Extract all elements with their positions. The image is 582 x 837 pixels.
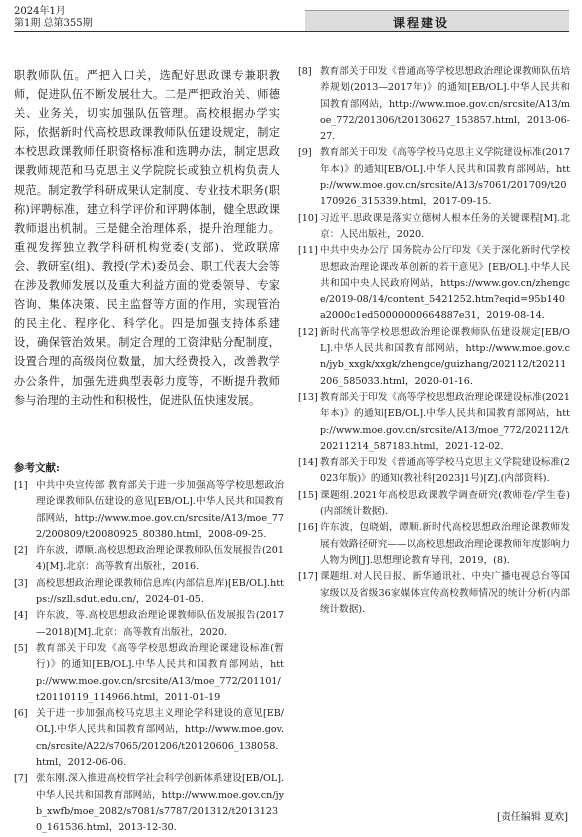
reference-item	[14, 771, 284, 836]
issue-info	[14, 6, 93, 30]
section-title: 课程建设	[393, 16, 450, 30]
section-tab	[305, 10, 569, 32]
reference-item	[14, 608, 284, 641]
reference-text: 张东刚.深入推进高校哲学社会科学创新体系建设[EB/OL].中华人民共和国教育部网站，http://www.moe.gov.cn/jyb_xwfb/moe_2082/s7081/s7787/201312/t20131230_161536.html，2013-12-30.	[36, 773, 284, 834]
reference-number: [4]	[14, 610, 28, 622]
reference-item	[298, 145, 570, 210]
reference-text: 教育部关于印发《普通高等学校马克思主义学院建设标准(2023年版)》的通知(教社科[2023]1号)[Z].(内部资料).	[320, 457, 570, 485]
references-left	[14, 478, 284, 837]
reference-number: [10]	[298, 212, 318, 224]
reference-item	[298, 243, 570, 324]
reference-item	[298, 64, 570, 145]
reference-item	[298, 211, 570, 244]
reference-item	[14, 543, 284, 576]
reference-text: 许东波，等.高校思想政治理论课教师队伍发展报告(2017—2018)[M].北京：高等教育出版社，2020.	[36, 610, 284, 638]
reference-item	[298, 455, 570, 488]
reference-number: [15]	[298, 489, 318, 501]
reference-number: [12]	[298, 326, 318, 338]
reference-item	[298, 390, 570, 455]
reference-item	[298, 569, 570, 618]
reference-number: [16]	[298, 522, 318, 534]
reference-number: [8]	[298, 66, 312, 77]
issue-date: 2024年1月	[14, 6, 66, 17]
reference-number: [5]	[14, 642, 28, 654]
reference-text: 新时代高等学校思想政治理论课教师队伍建设规定[EB/OL].中华人民共和国教育部网站，http://www.moe.gov.cn/jyb_xxgk/xxgk/zhengce/guizhang/202112/t20211206_585033.html，2020-01-16.	[320, 326, 570, 387]
reference-number: [3]	[14, 577, 28, 589]
reference-text: 教育部关于印发《高等学校思想政治理论课建设标准(暂行)》的通知[EB/OL].中华人民共和国教育部网站，http://www.moe.gov.cn/srcsite/A13/moe_772/201101/t20110119_114966.html，2011-01-19	[36, 642, 284, 703]
reference-text: 关于进一步加强高校马克思主义理论学科建设的意见[EB/OL].中华人民共和国教育部网站，http://www.moe.gov.cn/srcsite/A22/s7065/201206/t20120606_138058.html，2012-06-06.	[36, 708, 284, 769]
reference-item	[14, 706, 284, 771]
editor-note: [责任编辑 夏欢]	[497, 812, 568, 823]
reference-number: [14]	[298, 457, 318, 469]
reference-text: 教育部关于印发《高等学校思想政治理论课建设标准(2021年本)》的通知[EB/OL].中华人民共和国教育部网站，http://www.moe.gov.cn/srcsite/A13/moe_772/202112/t20211214_587183.html，2021-12-02.	[320, 391, 570, 452]
issue-number: 第1期 总第355期	[14, 18, 93, 29]
reference-number: [7]	[14, 773, 28, 785]
reference-text: 教育部关于印发《普通高等学校思想政治理论课教师队伍培养规划(2013—2017年)》的通知[EB/OL].中华人民共和国教育部网站，http://www.moe.gov.cn/srcsite/A13/moe_772/201306/t20130627_153857.html，2013-06-27.	[320, 66, 570, 143]
reference-text: 课题组.2021年高校思政课教学调查研究(教师卷/学生卷)(内部统计数据).	[320, 489, 570, 518]
reference-text: 习近平.思政课是落实立德树人根本任务的关键课程[M].北京：人民出版社，2020.	[320, 212, 570, 240]
reference-number: [6]	[14, 708, 28, 720]
reference-number: [1]	[14, 480, 28, 491]
reference-text: 课题组.对人民日报、新华通讯社、中央广播电视总台等国家级以及省级36家媒体宣传高校教师情况的统计分析(内部统计数据).	[320, 571, 570, 615]
reference-number: [13]	[298, 391, 318, 403]
reference-text: 教育部关于印发《高等学校马克思主义学院建设标准(2017年本)》的通知[EB/OL].中华人民共和国教育部网站，http://www.moe.gov.cn/srcsite/A13/s7061/201709/t20170926_315339.html，2017-09-15.	[320, 147, 570, 208]
reference-text: 中共中央办公厅 国务院办公厅印发《关于深化新时代学校思想政治理论课改革创新的若干意见》[EB/OL].中华人民共和国中央人民政府网站，https://www.gov.cn/zhengce/2019-08/14/content_5421252.htm?eqid=95b140a2000c1ed50000000664887e31，2019-08-14.	[320, 245, 570, 322]
reference-item	[298, 488, 570, 521]
left-column	[14, 66, 280, 410]
reference-number: [17]	[298, 571, 318, 583]
reference-text: 高校思想政治理论课教师信息库(内部信息库)[EB/OL].https://szll.sdut.edu.cn/，2024-01-05.	[36, 577, 284, 606]
reference-number: [2]	[14, 545, 28, 557]
reference-item	[298, 325, 570, 390]
reference-number: [11]	[298, 245, 318, 257]
reference-number: [9]	[298, 147, 312, 159]
reference-item	[298, 520, 570, 569]
body-paragraph: 职教师队伍。严把入口关，选配好思政课专兼职教师，促进队伍不断发展壮大。二是严把政治关、师德关、业务关，切实加强队伍管理。高校根据办学实际，依据新时代高校思政课教师队伍建设规定，制定本校思政课教师任职资格标准和选聘办法，制定思政课教师规范和马克思主义学院院长或独立机构负责人规范。制定教学科研成果认定制度、专业技术职务(职称)评聘标准，建立科学评价和评聘体制，健全思政课教师退出机制。三是健全治理体系，提升治理能力。重视发挥独立教学科研机构党委(支部)、党政联席会、教研室(组)、教授(学术)委员会、职工代表大会等在涉及教师发展以及重大利益方面的党委领导、专家咨询、集体决策、民主监督等方面的作用，实现管治的民主化、程序化、科学化。四是加强支持体系建设，确保管治效果。制定合理的工资津贴分配制度，设置合理的高级岗位数量，加大经费投入，改善教学办公条件，加强先进典型表彰力度等，不断提升教师参与治理的主动性和积极性，促进队伍快速发展。	[14, 69, 280, 407]
reference-text: 许东波，谭顺.高校思想政治理论课教师队伍发展报告(2014)[M].北京：高等教育出版社，2016.	[36, 545, 284, 573]
reference-text: 中共中央宣传部 教育部关于进一步加强高等学校思想政治理论课教师队伍建设的意见[EB/OL].中华人民共和国教育部网站，http://www.moe.gov.cn/srcsite/A13/moe_772/200809/t20080925_80380.html，2008-09-25.	[36, 480, 284, 540]
reference-item	[14, 576, 284, 609]
reference-item	[14, 641, 284, 706]
reference-text: 许东波，包晓娟，谭顺.新时代高校思想政治理论课教师发展有效路径研究——以高校思想政治理论课教师年度影响力人物为例[J].思想理论教育导刊，2019，(8).	[320, 522, 570, 566]
reference-item	[14, 478, 284, 543]
header-divider	[14, 31, 569, 32]
references-right	[298, 64, 570, 618]
references-title: 参考文献:	[14, 462, 60, 474]
